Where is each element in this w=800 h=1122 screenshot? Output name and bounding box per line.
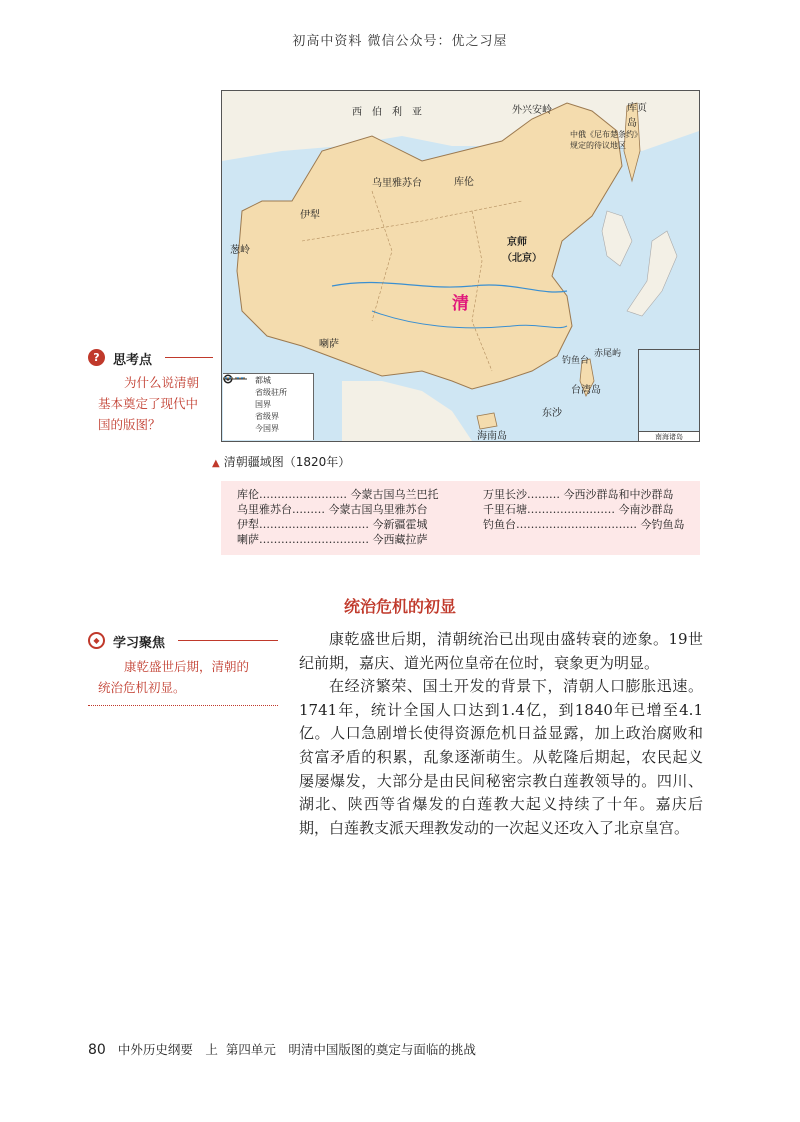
qing-territory-map: [221, 90, 700, 442]
focus-dotted-divider: [88, 705, 278, 706]
map-label-lasa: 喇萨: [319, 339, 339, 350]
south-china-sea-inset: [638, 349, 699, 442]
note-line: 库伦…………………… 今蒙古国乌兰巴托: [237, 488, 439, 501]
map-label-diaoyu: 钓鱼台: [562, 356, 590, 366]
note-line: 钓鱼台…………………………… 今钓鱼岛: [483, 518, 685, 531]
body-text: [299, 628, 703, 840]
legend-item-national-border: 国界: [223, 398, 313, 410]
note-line: 千里石塘…………………… 今南沙群岛: [483, 503, 674, 516]
map-legend: [223, 373, 314, 440]
map-caption: ▲ 清朝疆域图（1820年）: [212, 455, 351, 469]
legend-item-capital: 都城: [223, 374, 313, 386]
map-label-taiwan: 台湾岛: [571, 385, 601, 396]
provincial-seat-icon: [227, 387, 255, 397]
note-line: 喇萨………………………… 今西藏拉萨: [237, 533, 428, 546]
think-rule: [165, 357, 213, 358]
map-label-wuliyasutai: 乌里雅苏台: [372, 178, 422, 189]
body-paragraph-2: 在经济繁荣、国土开发的背景下，清朝人口膨胀迅速。1741年，统计全国人口达到1.4亿，到1840年已增至4.1亿。人口急剧增长使得资源危机日益显露，加上政治腐败和贫富矛盾的积累，乱象逐渐萌生。从乾隆后期起，农民起义屡屡爆发，大部分是由民间秘密宗教白莲教领导的。四川、湖北、陕西等省爆发的白莲教大起义持续了十年。嘉庆后期，白莲教支派天理教发动的一次起义还攻入了北京皇宫。: [299, 677, 703, 837]
think-text-line-3: 国的版图？: [98, 417, 161, 432]
focus-icon: ◆: [88, 632, 105, 649]
triangle-icon: ▲: [212, 458, 220, 469]
focus-title: 学习聚焦: [113, 636, 166, 651]
page-header: 初高中资料 微信公众号：优之习屋: [292, 34, 508, 49]
notes-left-column: [237, 487, 439, 547]
modern-border-icon: [227, 423, 255, 433]
legend-item-provincial-border: 省级界: [223, 410, 313, 422]
body-paragraph-1: 康乾盛世后期，清朝统治已出现由盛转衰的迹象。19世纪前期，嘉庆、道光两位皇帝在位时，衰象更为明显。: [299, 630, 703, 672]
map-label-qing: 清: [452, 294, 469, 314]
book-title: 中外历史纲要 上: [117, 1042, 218, 1057]
inset-caption: 南海诸岛: [639, 431, 699, 442]
map-label-kulun: 库伦: [454, 177, 474, 188]
page-footer: [88, 1040, 476, 1058]
map-label-dongsha: 东沙: [542, 408, 562, 419]
think-text-line-1: 为什么说清朝: [124, 375, 200, 390]
map-label-treaty-area: 中俄《尼布楚条约》规定的待议地区: [570, 130, 638, 150]
map-label-kuye: 库页岛: [627, 103, 647, 129]
think-title: 思考点: [113, 353, 153, 368]
focus-text-line-1: 康乾盛世后期，清朝的: [124, 659, 250, 674]
provincial-border-icon: [227, 411, 255, 421]
focus-text-line-2: 统治危机初显。: [98, 680, 186, 695]
map-label-hainan: 海南岛: [477, 431, 507, 442]
notes-right-column: [483, 487, 685, 532]
map-label-yili: 伊犁: [300, 210, 320, 221]
note-line: 乌里雅苏台……… 今蒙古国乌里雅苏台: [237, 503, 428, 516]
question-icon: ?: [88, 349, 105, 366]
note-line: 万里长沙……… 今西沙群岛和中沙群岛: [483, 488, 674, 501]
place-name-notes: [221, 481, 700, 555]
think-text-line-2: 基本奠定了现代中: [98, 396, 199, 411]
legend-item-provincial-seat: 省级驻所: [223, 386, 313, 398]
legend-item-modern-border: 今国界: [223, 422, 313, 434]
map-label-chiwei: 赤尾屿: [594, 349, 622, 359]
focus-rule: [178, 640, 278, 641]
map-label-congling: 葱岭: [230, 245, 250, 256]
map-label-beijing: （北京）: [502, 253, 542, 264]
page-number: 80: [88, 1042, 106, 1058]
unit-title: 第四单元 明清中国版图的奠定与面临的挑战: [225, 1042, 476, 1057]
note-line: 伊犁………………………… 今新疆霍城: [237, 518, 428, 531]
section-title: 统治危机的初显: [343, 597, 456, 616]
map-label-jingshi: 京师: [507, 237, 527, 248]
national-border-icon: [227, 399, 255, 409]
map-label-outer-anling: 外兴安岭: [512, 105, 552, 116]
map-label-siberia: 西 伯 利 亚: [352, 107, 422, 118]
